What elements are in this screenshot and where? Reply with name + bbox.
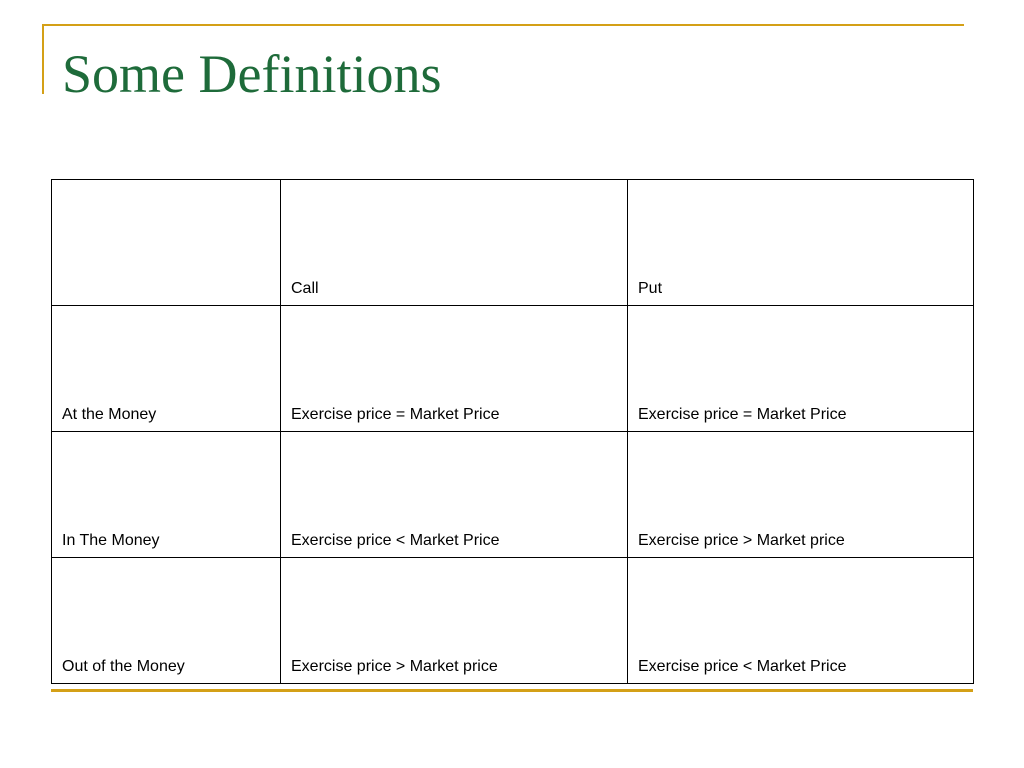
cell-put-out-of-the-money: Exercise price < Market Price — [628, 558, 974, 684]
definitions-table-container — [51, 179, 974, 684]
table-row — [52, 432, 974, 558]
left-accent-line — [42, 24, 44, 94]
bottom-accent-line — [51, 689, 973, 692]
column-header-call: Call — [281, 180, 628, 306]
top-accent-line — [42, 24, 964, 26]
cell-put-in-the-money: Exercise price > Market price — [628, 432, 974, 558]
table-row — [52, 306, 974, 432]
slide-title: Some Definitions — [62, 44, 442, 104]
table-corner-cell — [52, 180, 281, 306]
definitions-table — [51, 179, 974, 684]
table-row — [52, 558, 974, 684]
cell-call-at-the-money: Exercise price = Market Price — [281, 306, 628, 432]
row-label-out-of-the-money: Out of the Money — [52, 558, 281, 684]
cell-call-in-the-money: Exercise price < Market Price — [281, 432, 628, 558]
column-header-put: Put — [628, 180, 974, 306]
row-label-in-the-money: In The Money — [52, 432, 281, 558]
table-header-row — [52, 180, 974, 306]
row-label-at-the-money: At the Money — [52, 306, 281, 432]
cell-call-out-of-the-money: Exercise price > Market price — [281, 558, 628, 684]
cell-put-at-the-money: Exercise price = Market Price — [628, 306, 974, 432]
